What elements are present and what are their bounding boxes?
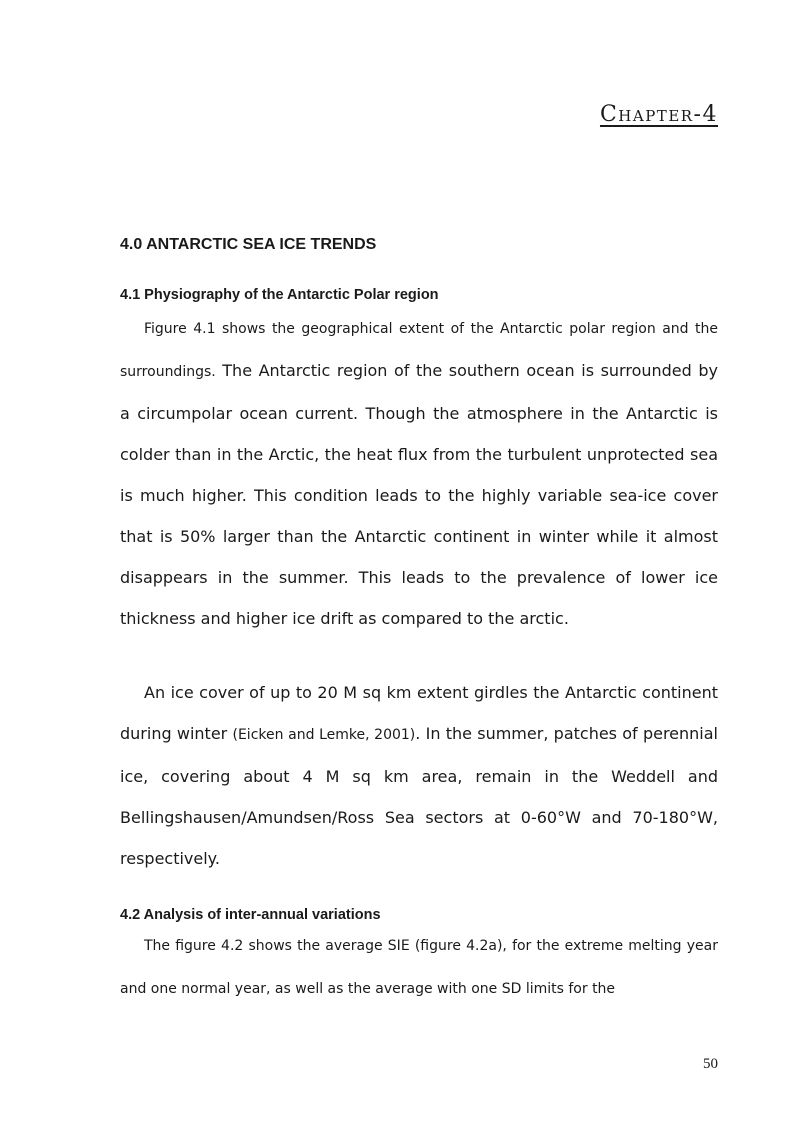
section-heading-4-1: 4.1 Physiography of the Antarctic Polar region [120, 287, 439, 303]
paragraph-physiography-1 [120, 307, 718, 639]
paragraph-intro-small: Figure 4.1 shows the geographical extent of the Antarctic polar region and the surroundings. [120, 321, 718, 380]
main-heading: 4.0 ANTARCTIC SEA ICE TRENDS [120, 236, 377, 253]
paragraph-body: The Antarctic region of the southern ocean is surrounded by a circumpolar ocean current. Though the atmosphere in the Antarctic is colder than in the Arctic, the heat flux from the turbulent unprotected sea is much higher. This condition leads to the highly variable sea-ice cover that is 50% larger than the Antarctic continent in winter while it almost disappears in the summer. This leads to the prevalence of lower ice thickness and higher ice drift as compared to the arctic. [120, 361, 718, 628]
chapter-title: Chapter-4 [599, 102, 718, 127]
paragraph-physiography-2 [120, 672, 718, 879]
paragraph-body-rest: . In the summer, patches of perennial ice, covering about 4 M sq km area, remain in the Weddell and Bellingshausen/Amundsen/Ross Sea sectors at 0-60°W and 70-180°W, respectively. [120, 724, 718, 868]
paragraph-interannual-body: The figure 4.2 shows the average SIE (figure 4.2a), for the extreme melting year and one normal year, as well as the average with one SD limits for the [120, 938, 718, 997]
citation: (Eicken and Lemke, 2001) [232, 727, 416, 743]
paragraph-body-start: An ice cover of up to 20 M sq km extent girdles the Antarctic continent during winter [120, 683, 718, 743]
page-number: 50 [703, 1056, 718, 1072]
section-heading-4-2: 4.2 Analysis of inter-annual variations [120, 907, 381, 923]
paragraph-interannual [120, 924, 718, 1010]
